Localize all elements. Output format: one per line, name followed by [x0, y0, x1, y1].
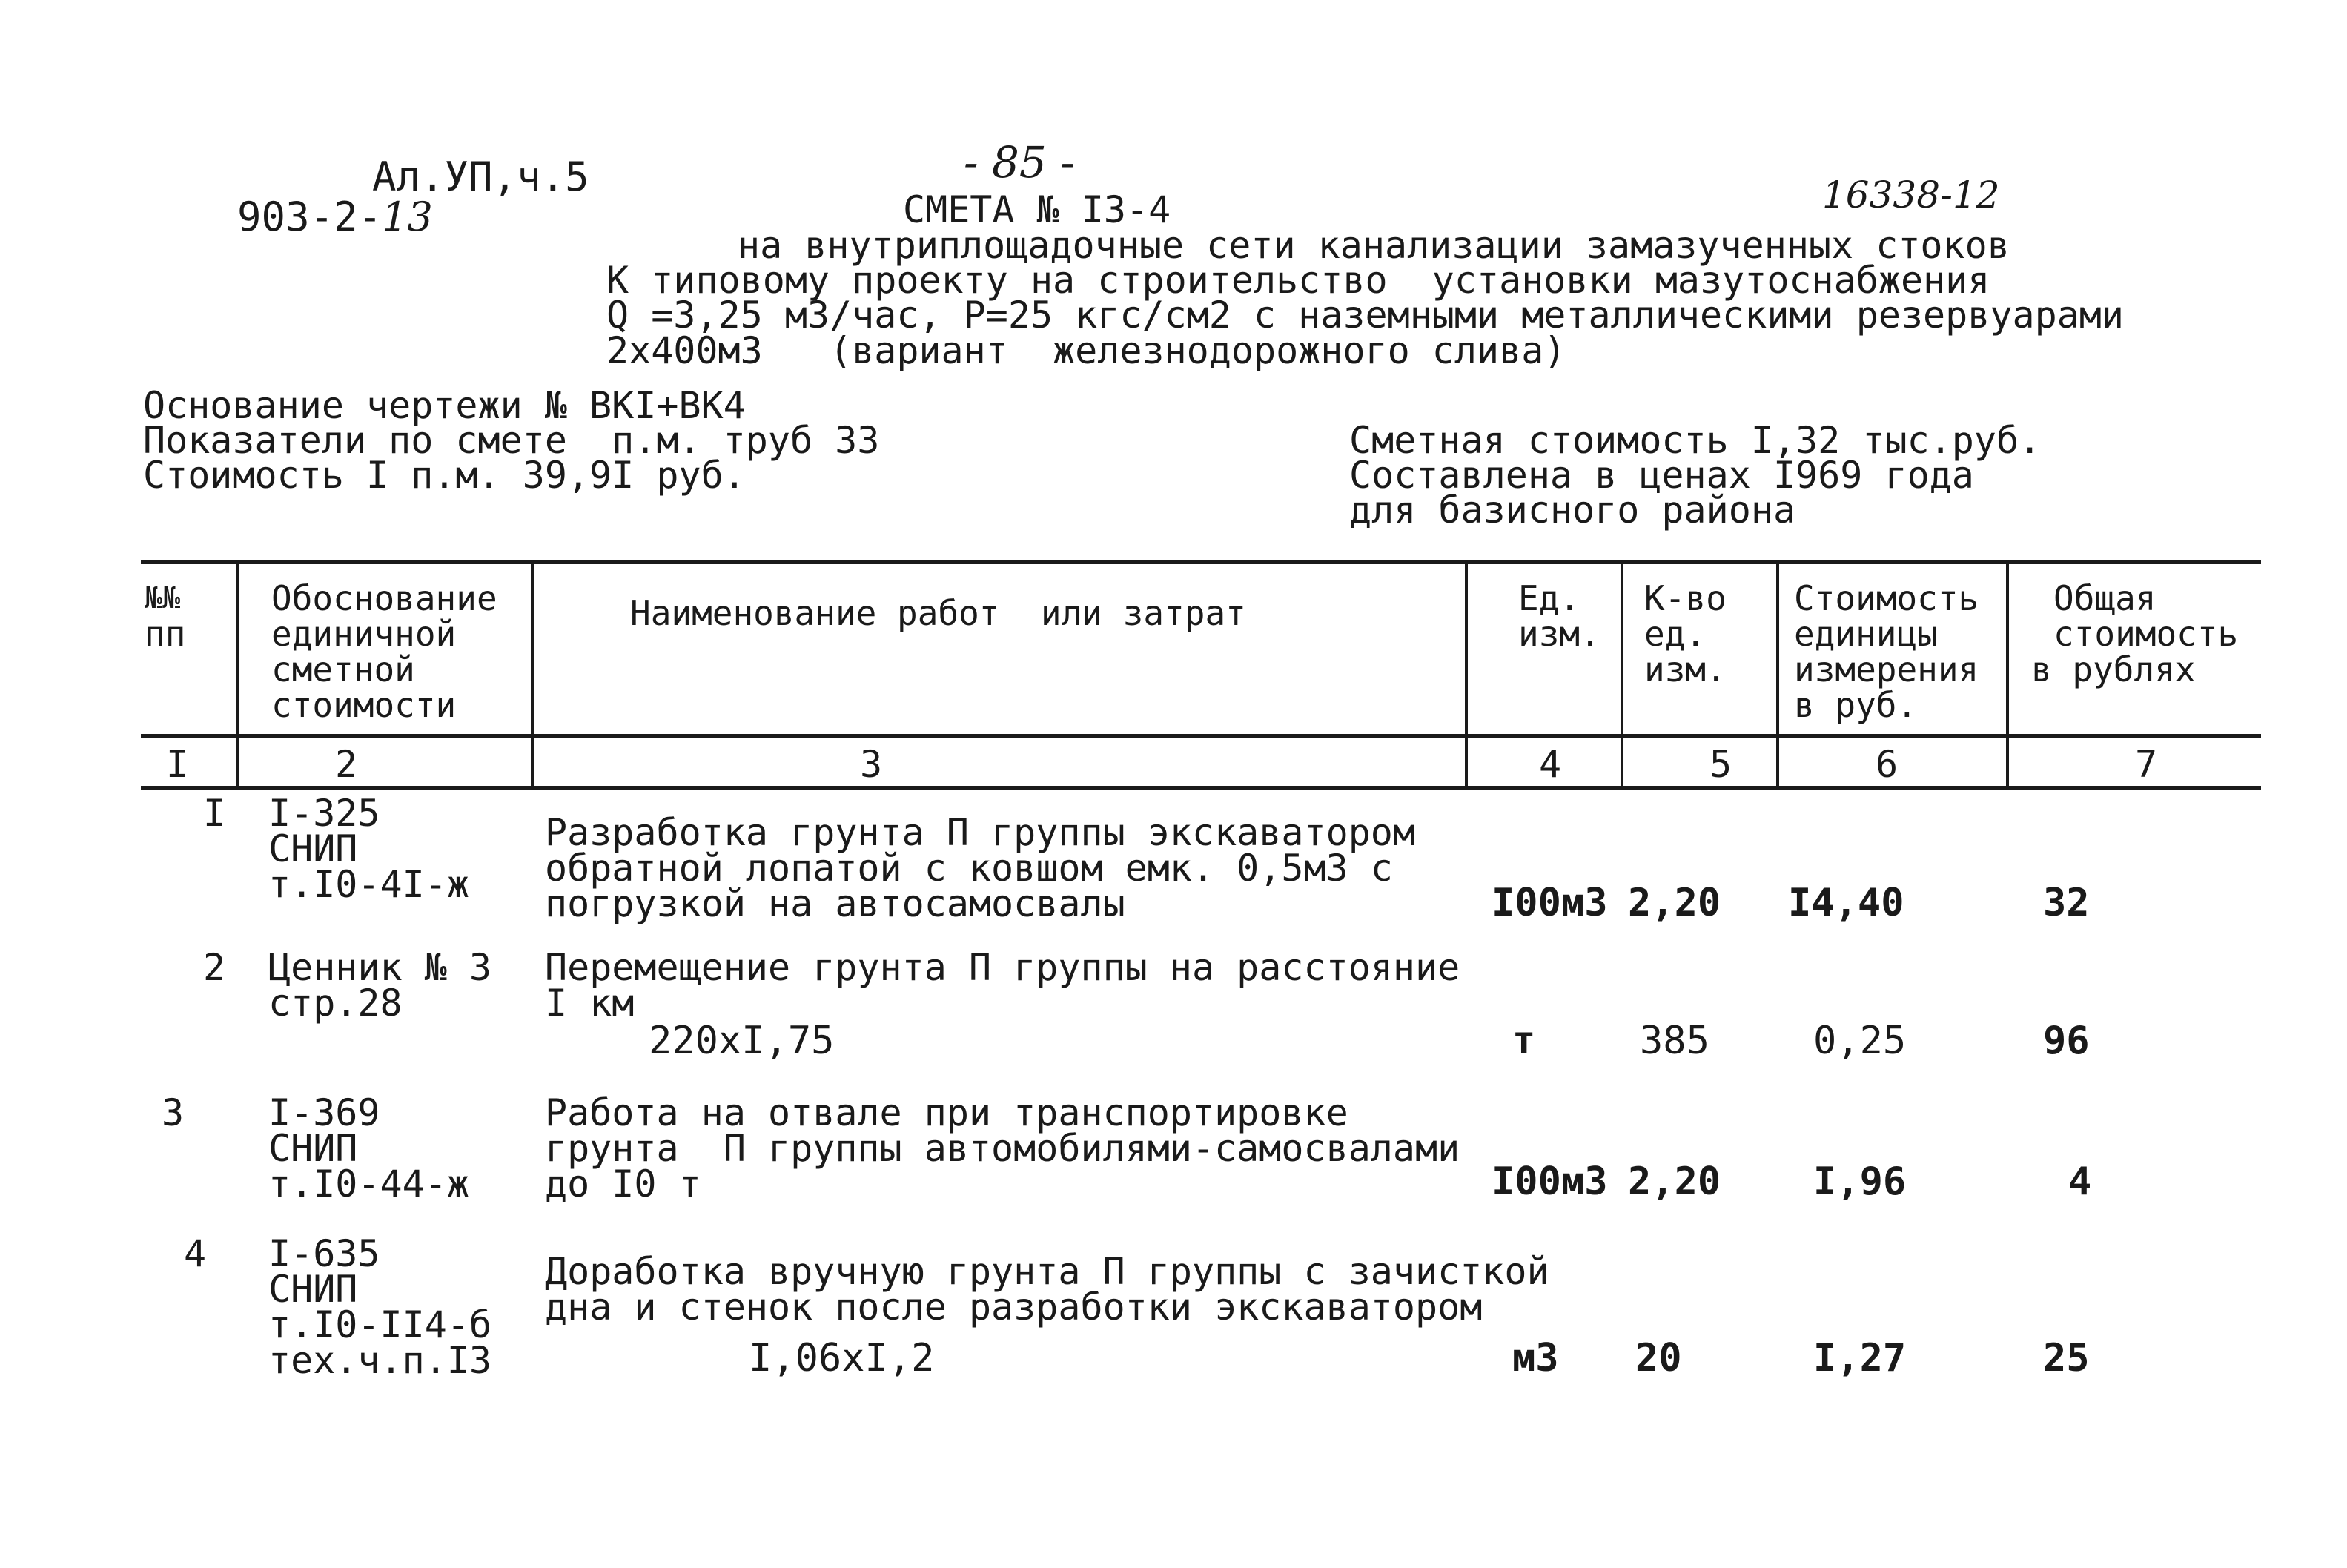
calculation-line: 220хI,75: [649, 1019, 835, 1063]
col-header-line: ед.: [1644, 614, 1707, 654]
basis-line: т.I0-44-ж: [268, 1162, 469, 1205]
table-number-rule: [141, 786, 2261, 790]
col-header-line: изм.: [1518, 614, 1600, 654]
col-header-line: К-во: [1644, 578, 1727, 618]
quantity-cell: 2,20: [1628, 881, 1721, 925]
work-name-line: Перемещение грунта П группы на расстояние: [545, 946, 1460, 989]
basis-line: СНИП: [268, 827, 358, 870]
column-number: 5: [1709, 743, 1732, 786]
work-name-line: Доработка вручную грунта П группы с зачисткой: [545, 1250, 1549, 1293]
album-label: Ал.УП,ч.5: [372, 153, 589, 200]
work-name-line: I км: [545, 982, 635, 1025]
col-header-line: №№: [145, 581, 181, 615]
work-name-line: грунта П группы автомобилями-самосвалами: [545, 1127, 1460, 1170]
total-cell: 96: [2043, 1019, 2090, 1063]
work-name-line: Работа на отвале при транспортировке: [545, 1091, 1348, 1134]
info-right-line: для базисного района: [1349, 489, 1796, 532]
column-divider: [1465, 562, 1468, 788]
col-header-line: Стоимость: [1794, 578, 1979, 618]
column-number: 6: [1876, 743, 1899, 786]
basis-line: т.I0-II4-б: [268, 1303, 492, 1346]
col-header-line: изм.: [1644, 649, 1727, 689]
total-cell: 4: [2068, 1160, 2092, 1204]
quantity-cell: 20: [1635, 1336, 1682, 1380]
table-header-rule: [141, 734, 2261, 738]
subtitle-line: на внутриплощадочные сети канализации замазученных стоков: [738, 224, 2010, 267]
basis-line: I-635: [268, 1232, 380, 1275]
subtitle-line: К типовому проекту на строительство установки мазутоснабжения: [606, 259, 1990, 302]
info-right-line: Сметная стоимость I,32 тыс.руб.: [1349, 419, 2042, 462]
column-number: 7: [2135, 743, 2158, 786]
doc-code-handwritten: 13: [382, 193, 433, 240]
basis-line: I-325: [268, 792, 380, 835]
subtitle-line: Q =3,25 м3/час, Р=25 кгс/см2 с наземными металлическими резервуарами: [606, 294, 2124, 337]
column-divider: [2006, 562, 2009, 788]
basis-line: т.I0-4I-ж: [268, 863, 469, 906]
basis-line: I-369: [268, 1091, 380, 1134]
column-divider: [531, 562, 534, 788]
basis-line: стр.28: [268, 982, 403, 1025]
basis-line: СНИП: [268, 1127, 358, 1170]
col-header-line: измерения: [1794, 649, 1979, 689]
subtitle-line: 2х400м3 (вариант железнодорожного слива): [606, 329, 1566, 372]
table-top-rule: [141, 560, 2261, 564]
doc-code-prefix: 903-2-: [237, 193, 383, 240]
work-name-line: обратной лопатой с ковшом емк. 0,5м3 с: [545, 847, 1393, 890]
unit-cost-cell: I,96: [1813, 1160, 1907, 1204]
info-right-line: Составлена в ценах I969 года: [1349, 454, 1974, 497]
col-header-line: Ед.: [1518, 578, 1580, 618]
work-name-line: погрузкой на автосамосвалы: [545, 882, 1125, 925]
col-header-line: пп: [145, 614, 186, 654]
col-header-line: в руб.: [1794, 685, 1918, 725]
work-name-line: дна и стенок после разработки экскаватором: [545, 1286, 1483, 1329]
unit-cost-cell: 0,25: [1813, 1019, 1907, 1063]
total-cell: 32: [2043, 881, 2090, 925]
page-number: - 85 -: [964, 137, 1075, 188]
info-left-line: Стоимость I п.м. 39,9I руб.: [143, 454, 746, 497]
col-header-line: Обоснование: [271, 578, 497, 618]
work-name-line: до I0 т: [545, 1162, 701, 1205]
quantity-cell: 385: [1640, 1019, 1709, 1063]
info-left-line: Основание чертежи № ВКI+ВК4: [143, 384, 746, 427]
col-header-line: единицы: [1794, 614, 1938, 654]
unit-cost-cell: I,27: [1813, 1336, 1907, 1380]
quantity-cell: 2,20: [1628, 1160, 1721, 1204]
column-number: 4: [1539, 743, 1562, 786]
col-header-line: в рублях: [2031, 649, 2196, 689]
unit-cell: I00м3: [1492, 1160, 1608, 1204]
column-number: I: [166, 743, 189, 786]
unit-cell: т: [1512, 1019, 1536, 1063]
info-left-line: Показатели по смете п.м. труб 33: [143, 419, 880, 462]
total-cell: 25: [2043, 1336, 2090, 1380]
estimate-title: СМЕТА № I3-4: [903, 188, 1171, 231]
basis-line: тех.ч.п.I3: [268, 1339, 492, 1382]
column-divider: [1776, 562, 1779, 788]
row-number: I: [203, 792, 226, 835]
calculation-line: I,06хI,2: [749, 1336, 935, 1380]
col-header-line: Общая: [2053, 578, 2156, 618]
registry-number: 16338-12: [1822, 173, 2000, 216]
work-name-line: Разработка грунта П группы экскаватором: [545, 811, 1415, 854]
col-header-line: единичной: [271, 614, 457, 654]
column-divider: [236, 562, 239, 788]
row-number: 3: [162, 1091, 185, 1134]
basis-line: Ценник № 3: [268, 946, 492, 989]
col-header-line: стоимости: [271, 685, 457, 725]
column-divider: [1621, 562, 1623, 788]
unit-cell: м3: [1512, 1336, 1559, 1380]
column-number: 3: [860, 743, 883, 786]
unit-cost-cell: I4,40: [1788, 881, 1904, 925]
column-number: 2: [335, 743, 358, 786]
col-header-line: сметной: [271, 649, 415, 689]
col-header-line: стоимость: [2053, 614, 2239, 654]
col-header-line: Наименование работ или затрат: [630, 593, 1246, 633]
row-number: 4: [184, 1232, 207, 1275]
row-number: 2: [203, 946, 226, 989]
basis-line: СНИП: [268, 1268, 358, 1311]
unit-cell: I00м3: [1492, 881, 1608, 925]
